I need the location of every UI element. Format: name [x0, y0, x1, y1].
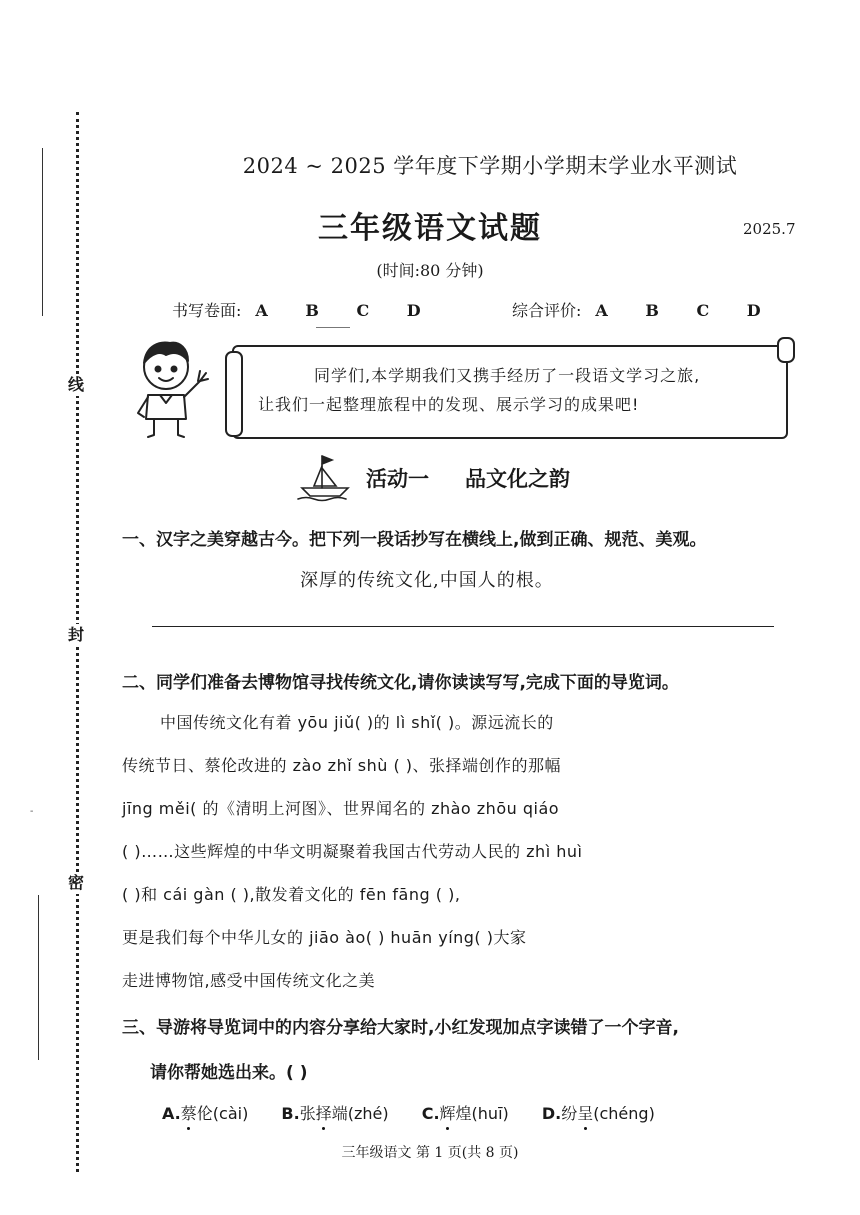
q2-line-1: 中国传统文化有着 yōu jiǔ( )的 lì shǐ( )。源远流长的 [160, 713, 554, 732]
boy-illustration-icon [126, 335, 222, 443]
choice-b[interactable]: B.张择端(zhé) [281, 1104, 389, 1123]
q1-prompt: 一、汉字之美穿越古今。把下列一段话抄写在横线上,做到正确、规范、美观。 [122, 530, 707, 550]
q2-line-6: 更是我们每个中华儿女的 jiāo ào( ) huān yíng( )大家 [122, 928, 527, 947]
q1-copy-text: 深厚的传统文化,中国人的根。 [300, 570, 554, 591]
scroll-right-roll [777, 337, 795, 363]
writing-grade-label: 书写卷面: [172, 301, 242, 320]
activity-name: 品文化之韵 [465, 467, 570, 491]
choice-d[interactable]: D.纷呈(chéng) [541, 1104, 655, 1123]
activity-heading [366, 463, 606, 493]
overall-grade-label: 综合评价: [512, 301, 582, 320]
q3-choices [162, 1101, 683, 1124]
sailboat-icon [296, 452, 354, 502]
intro-scroll-banner [232, 345, 788, 439]
overall-grade-options: A B C D [595, 301, 777, 320]
q3-prompt-line-1: 三、导游将导览词中的内容分享给大家时,小红发现加点字读错了一个字音, [122, 1018, 679, 1038]
margin-char-seal: 封 [62, 624, 90, 646]
writing-grade [172, 298, 437, 321]
exam-title: 2024 ~ 2025 学年度下学期小学期末学业水平测试 [242, 154, 738, 178]
margin-char-secret: 密 [62, 872, 90, 894]
scroll-left-roll [225, 351, 243, 437]
overall-grade [512, 298, 777, 321]
q2-prompt: 二、同学们准备去博物馆寻找传统文化,请你读读写写,完成下面的导览词。 [122, 673, 679, 693]
intro-text [258, 361, 768, 419]
q2-line-4: ( )……这些辉煌的中华文明凝聚着我国古代劳动人民的 zhì huì [122, 842, 583, 861]
q2-line-7: 走进博物馆,感受中国传统文化之美 [122, 971, 376, 990]
binding-line-bottom [38, 895, 39, 1060]
exam-subtitle: 三年级语文试题 [318, 211, 542, 246]
writing-grade-options: A B C D [255, 301, 437, 320]
q1-answer-line[interactable] [152, 626, 774, 627]
q3-prompt-line-2: 请你帮她选出来。( ) [150, 1063, 308, 1083]
intro-line-1: 同学们,本学期我们又携手经历了一段语文学习之旅, [314, 366, 701, 385]
exam-time: (时间:80 分钟) [376, 261, 484, 280]
q2-line-3: jīng měi( 的《清明上河图》、世界闻名的 zhào zhōu qiáo [122, 799, 560, 818]
choice-c[interactable]: C.辉煌(huī) [421, 1104, 509, 1123]
activity-number: 活动一 [366, 467, 429, 491]
margin-char-line: 线 [62, 374, 90, 396]
page-footer: 三年级语文 第 1 页(共 8 页) [341, 1145, 519, 1161]
grade-underline-mark [316, 327, 350, 328]
q2-line-5: ( )和 cái gàn ( ),散发着文化的 fēn fāng ( ), [122, 885, 461, 904]
exam-date: 2025.7 [743, 220, 796, 238]
q2-line-2: 传统节日、蔡伦改进的 zào zhǐ shù ( )、张择端创作的那幅 [122, 756, 562, 775]
intro-line-2: 让我们一起整理旅程中的发现、展示学习的成果吧! [258, 395, 640, 414]
margin-faint-mark: - [30, 806, 34, 817]
choice-a[interactable]: A.蔡伦(cài) [162, 1104, 249, 1123]
